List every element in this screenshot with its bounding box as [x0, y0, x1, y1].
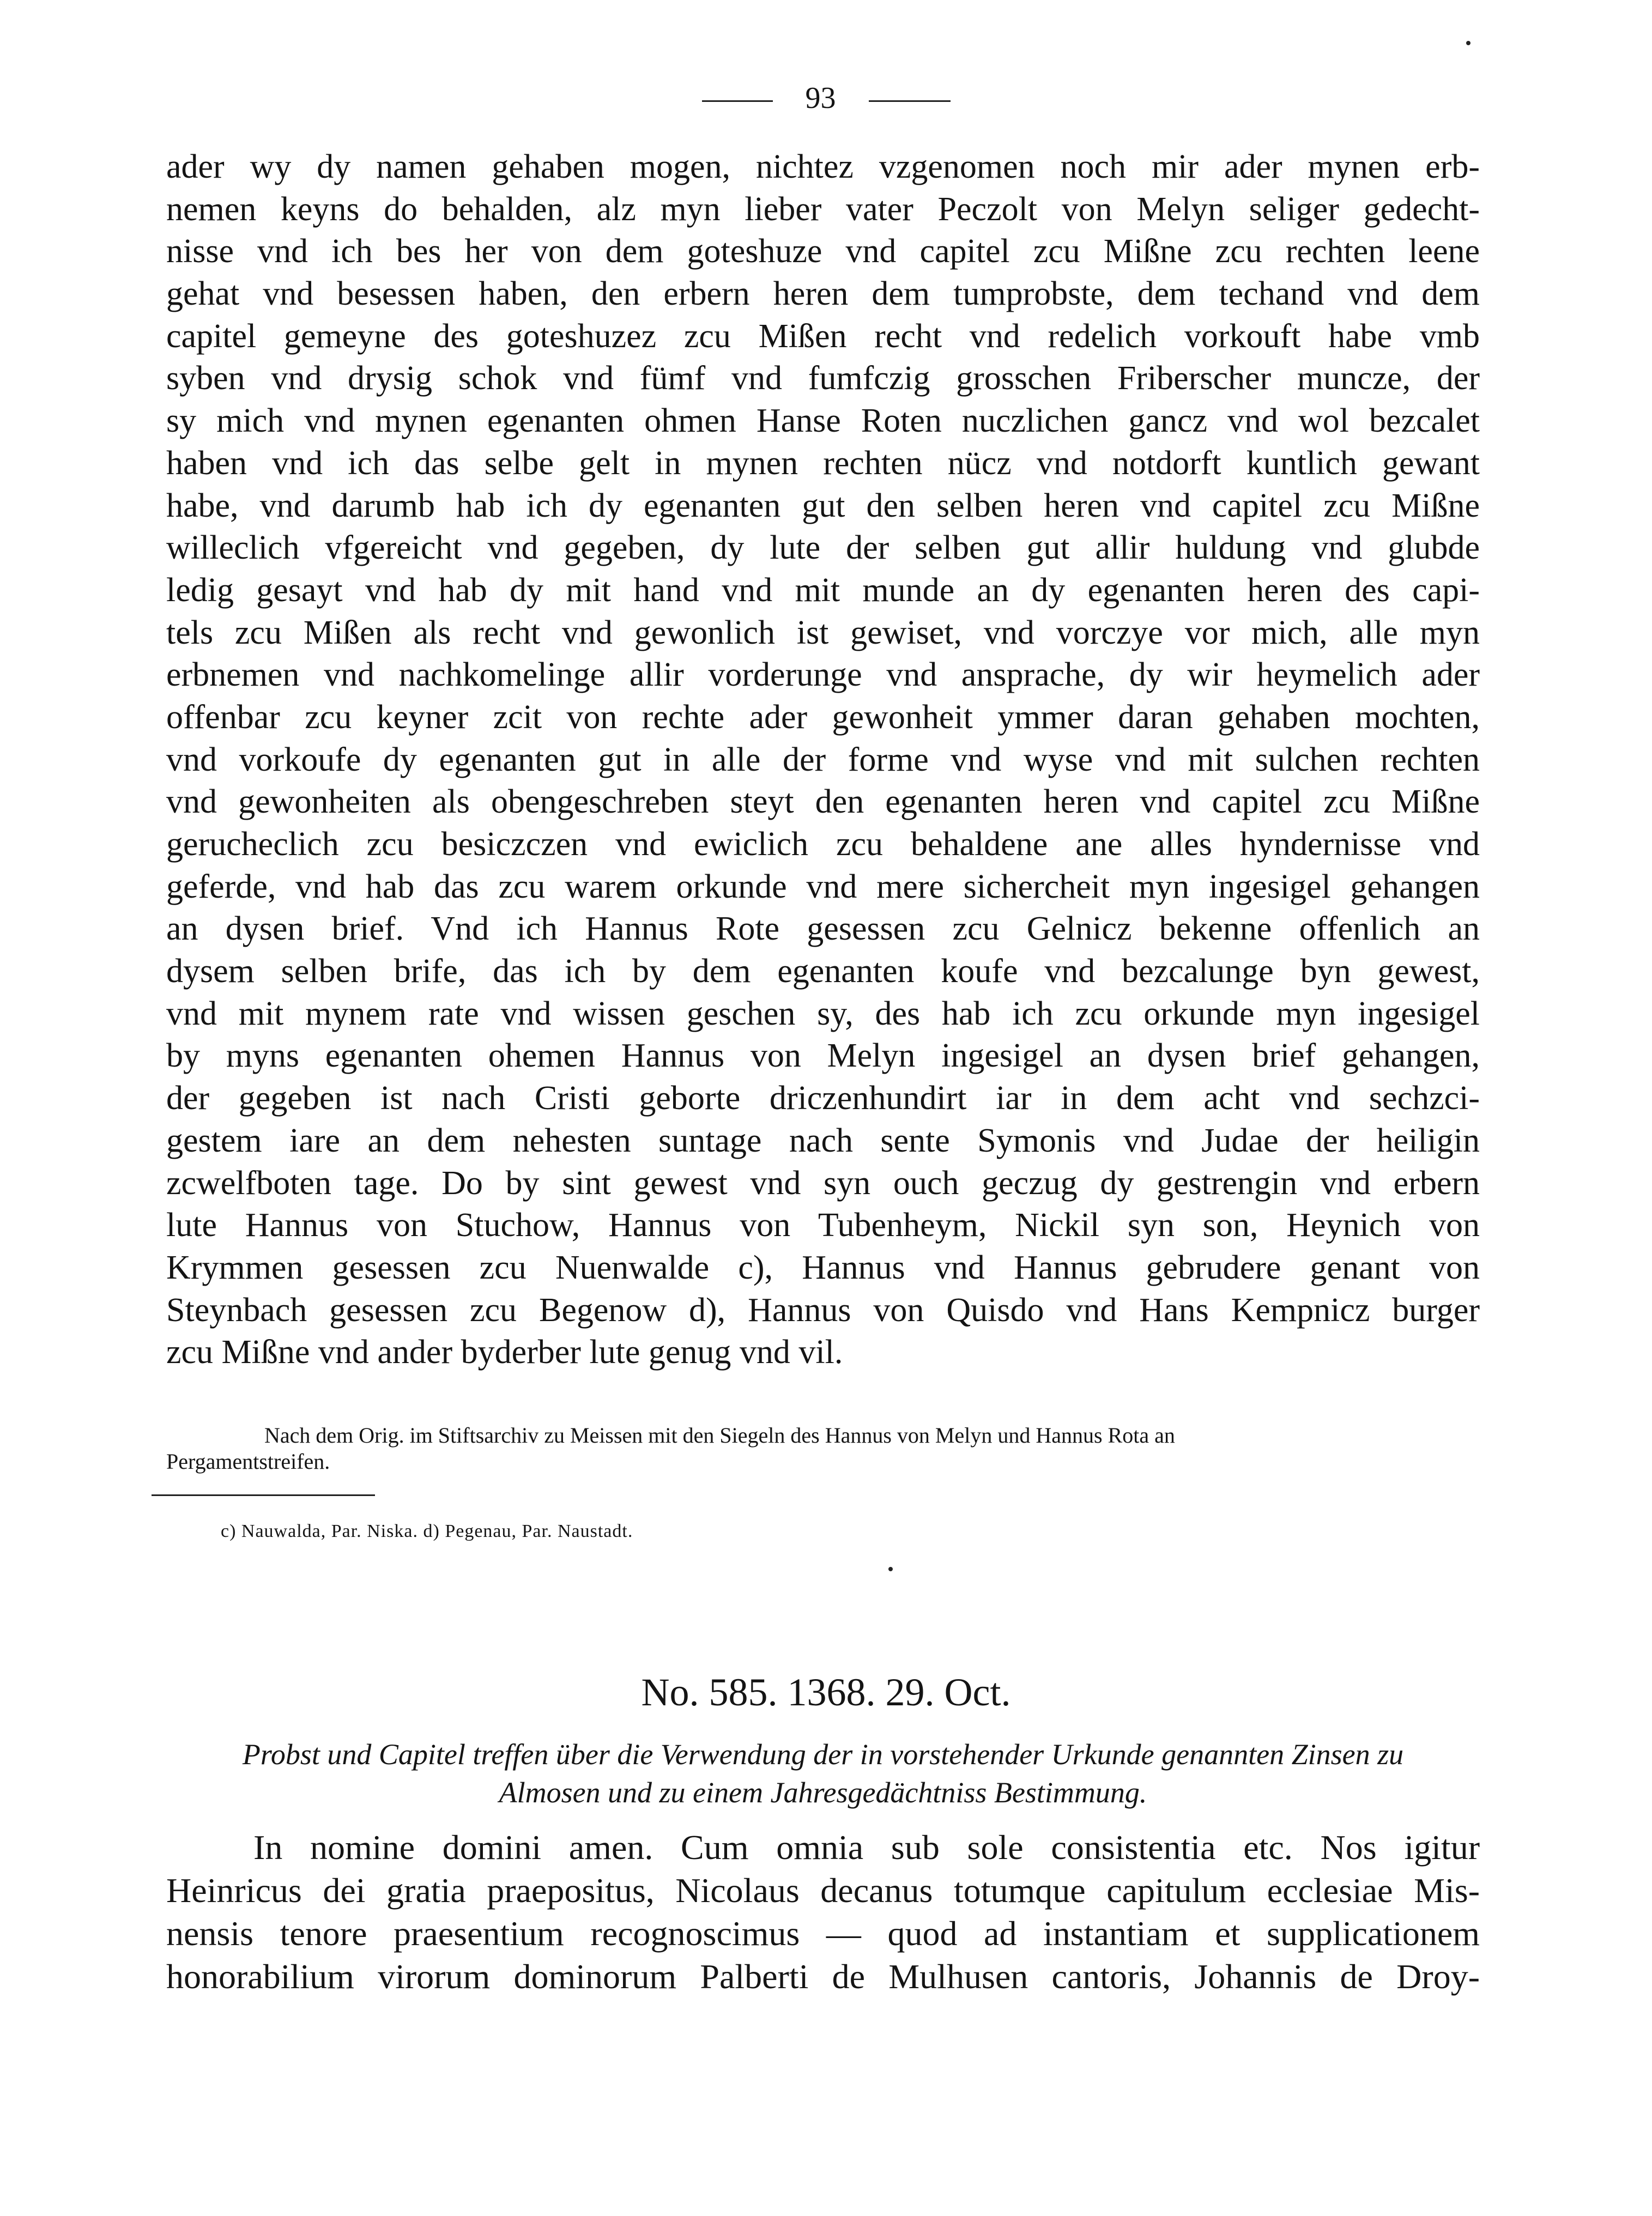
text-line: by myns egenanten ohemen Hannus von Melyn ingesigel an dysen brief gehangen,: [166, 1037, 1480, 1075]
text-line: vnd mit mynem rate vnd wissen geschen sy, des hab ich zcu orkunde myn ingesigel: [166, 995, 1480, 1032]
header-rule-right: [869, 100, 951, 102]
footnote: c) Nauwalda, Par. Niska. d) Pegenau, Par. Naustadt.: [221, 1521, 633, 1541]
text-line: geferde, vnd hab das zcu warem orkunde vnd mere sichercheit myn ingesigel gehangen: [166, 868, 1480, 905]
document-summary: [166, 1735, 1480, 1812]
text-line: habe, vnd darumb hab ich dy egenanten gut den selben heren vnd capitel zcu Mißne: [166, 487, 1480, 524]
summary-line: Probst und Capitel treffen über die Verwendung der in vorstehender Urkunde genannten Zinsen zu: [242, 1738, 1404, 1771]
text-line: gehat vnd besessen haben, den erbern heren dem tumprobste, dem techand vnd dem: [166, 275, 1480, 313]
source-note: [166, 1422, 1480, 1475]
text-line: ledig gesayt vnd hab dy mit hand vnd mit munde an dy egenanten heren des capi-: [166, 571, 1480, 609]
summary-line: Almosen und zu einem Jahresgedächtniss Bestimmung.: [499, 1776, 1147, 1809]
print-speck: [888, 1567, 893, 1571]
source-note-line: Nach dem Orig. im Stiftsarchiv zu Meissen mit den Siegeln des Hannus von Melyn und Hannus Rota an: [264, 1423, 1175, 1448]
text-line: sy mich vnd mynen egenanten ohmen Hanse Roten nuczlichen gancz vnd wol bezcalet: [166, 402, 1480, 440]
text-line: zcwelfboten tage. Do by sint gewest vnd syn ouch geczug dy gestrengin vnd erbern: [166, 1164, 1480, 1202]
text-line: nensis tenore praesentium recognoscimus — quod ad instantiam et supplicationem: [166, 1914, 1480, 1953]
text-line: nemen keyns do behalden, alz myn lieber vater Peczolt von Melyn seliger gedecht-: [166, 190, 1480, 228]
text-line: ader wy dy namen gehaben mogen, nichtez vzgenomen noch mir ader mynen erb-: [166, 148, 1480, 185]
text-line: vnd gewonheiten als obengeschreben steyt den egenanten heren vnd capitel zcu Mißne: [166, 783, 1480, 821]
text-line: gerucheclich zcu besiczczen vnd ewiclich zcu behaldene ane alles hyndernisse vnd: [166, 826, 1480, 863]
text-line: dysem selben brife, das ich by dem egenanten koufe vnd bezcalunge byn gewest,: [166, 953, 1480, 990]
text-line: In nomine domini amen. Cum omnia sub sole consistentia etc. Nos igitur: [253, 1828, 1480, 1867]
text-line: honorabilium virorum dominorum Palberti de Mulhusen cantoris, Johannis de Droy-: [166, 1957, 1480, 1996]
text-line: willeclich vfgereicht vnd gegeben, dy lute der selben gut allir huldung vnd glubde: [166, 529, 1480, 567]
text-line: tels zcu Mißen als recht vnd gewonlich ist gewiset, vnd vorczye vor mich, alle myn: [166, 614, 1480, 651]
text-line: nisse vnd ich bes her von dem goteshuze vnd capitel zcu Mißne zcu rechten leene: [166, 233, 1480, 270]
source-note-line: Pergamentstreifen.: [166, 1449, 330, 1474]
text-line: lute Hannus von Stuchow, Hannus von Tubenheym, Nickil syn son, Heynich von: [166, 1207, 1480, 1244]
print-speck: [1466, 41, 1471, 45]
text-line: Heinricus dei gratia praepositus, Nicolaus decanus totumque capitulum ecclesiae Mis-: [166, 1871, 1480, 1910]
header-rule-left: [702, 100, 773, 102]
footnote-rule: [152, 1494, 375, 1496]
page-number: 93: [805, 81, 836, 115]
text-line: zcu Mißne vnd ander byderber lute genug vnd vil.: [166, 1334, 843, 1371]
text-line: gestem iare an dem nehesten suntage nach sente Symonis vnd Judae der heiligin: [166, 1122, 1480, 1159]
text-line: Krymmen gesessen zcu Nuenwalde c), Hannus vnd Hannus gebrudere genant von: [166, 1249, 1480, 1286]
text-line: syben vnd drysig schok vnd fümf vnd fumfczig grosschen Friberscher muncze, der: [166, 360, 1480, 397]
text-line: haben vnd ich das selbe gelt in mynen rechten nücz vnd notdorft kuntlich gewant: [166, 444, 1480, 482]
text-line: vnd vorkoufe dy egenanten gut in alle der forme vnd wyse vnd mit sulchen rechten: [166, 741, 1480, 778]
text-line: erbnemen vnd nachkomelinge allir vorderunge vnd ansprache, dy wir heymelich ader: [166, 656, 1480, 694]
text-line: der gegeben ist nach Cristi geborte driczenhundirt iar in dem acht vnd sechzci-: [166, 1080, 1480, 1117]
charter-text: [166, 146, 1480, 1374]
document-heading: No. 585. 1368. 29. Oct.: [641, 1670, 1011, 1714]
text-line: Steynbach gesessen zcu Begenow d), Hannus von Quisdo vnd Hans Kempnicz burger: [166, 1291, 1480, 1329]
text-line: capitel gemeyne des goteshuzez zcu Mißen recht vnd redelich vorkouft habe vmb: [166, 317, 1480, 355]
text-line: offenbar zcu keyner zcit von rechte ader gewonheit ymmer daran gehaben mochten,: [166, 698, 1480, 736]
text-line: an dysen brief. Vnd ich Hannus Rote gesessen zcu Gelnicz bekenne offenlich an: [166, 910, 1480, 948]
latin-text: [166, 1826, 1480, 1998]
page-header: [0, 76, 1652, 120]
